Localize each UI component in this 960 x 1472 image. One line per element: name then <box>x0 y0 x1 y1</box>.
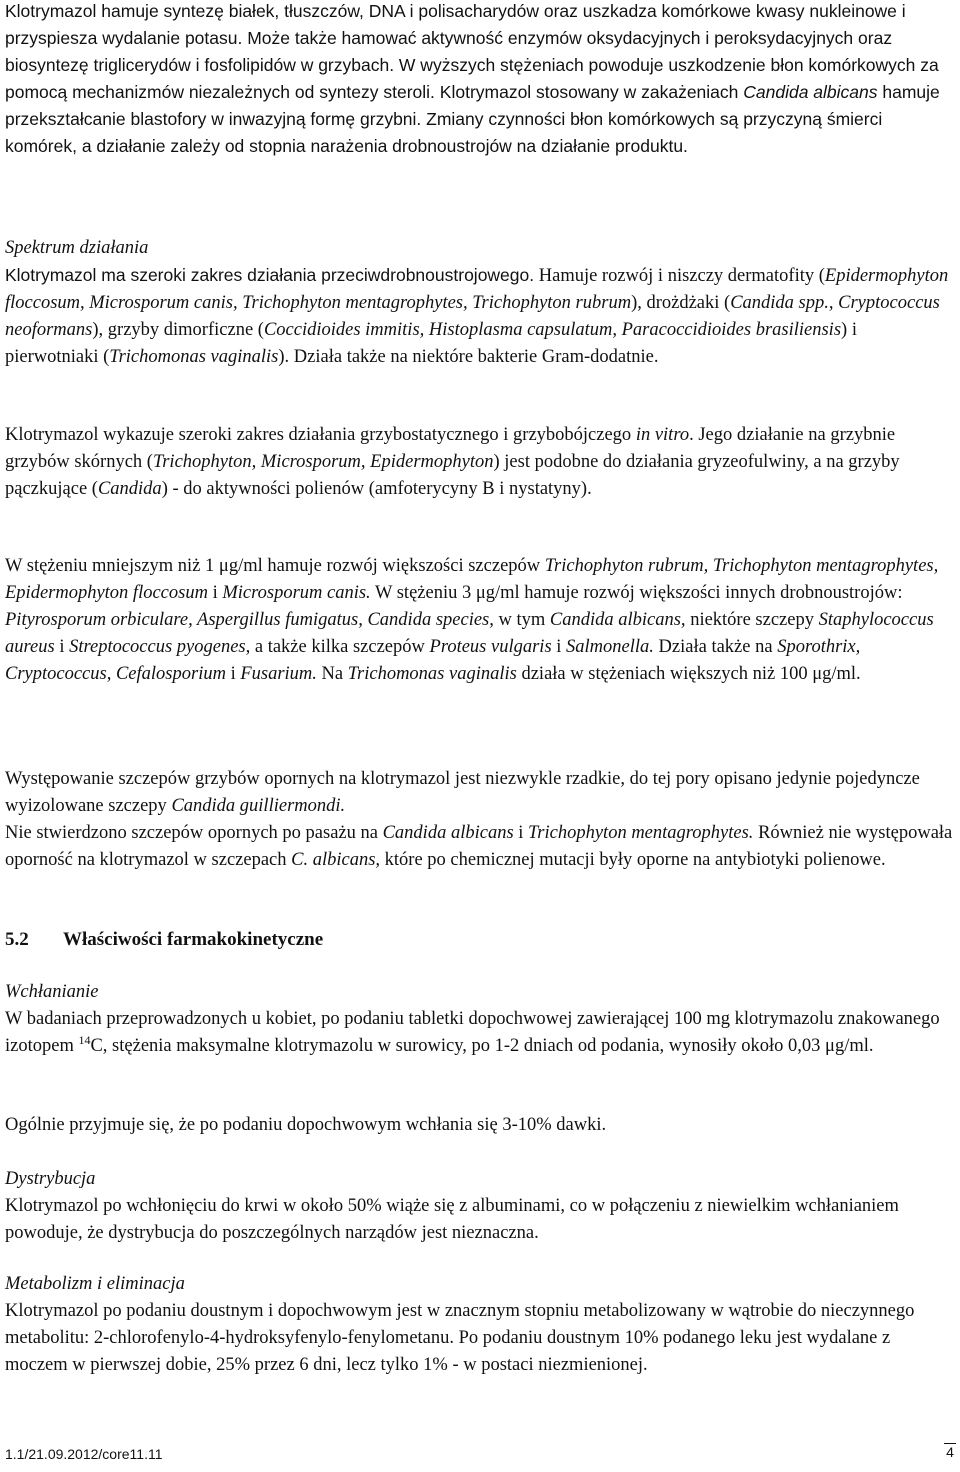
paragraph-wchlanianie: W badaniach przeprowadzonych u kobiet, po podaniu tabletki dopochwowej zawierającej 100 mg klotrymazolu znakowanego izotopem $^{14}$C, stężenia maksymalne klotrymazolu w surowicy, po 1-2 dniach od podania, wynosiły około 0,03 μg/ml. <box>5 1009 940 1056</box>
paragraph-in-vitro: Klotrymazol wykazuje szeroki zakres działania grzybostatycznego i grzybobójczego in vitro. Jego działanie na grzybnie grzybów skórnych (Trichophyton, Microsporum, Epidermophyton) jest podobne do działania gryzeofulwiny, a na grzyby pączkujące (Candida) - do aktywności polienów (amfoterycyny B i nystatyny). <box>5 425 900 499</box>
subheading-spektrum: Spektrum działania <box>5 238 149 258</box>
page-number: 4 <box>944 1443 956 1461</box>
subheading-wchlanianie: Wchłanianie <box>5 982 99 1002</box>
section-title: Właściwości farmakokinetyczne <box>63 929 324 950</box>
section-number: 5.2 <box>5 929 29 950</box>
paragraph-dystrybucja: Klotrymazol po wchłonięciu do krwi w około 50% wiąże się z albuminami, co w połączeniu z niewielkim wchłanianiem powoduje, że dystrybucja do poszczególnych narządów jest nieznaczna. <box>5 1196 899 1243</box>
subheading-metabolizm: Metabolizm i eliminacja <box>5 1274 185 1294</box>
subheading-dystrybucja: Dystrybucja <box>5 1169 96 1189</box>
paragraph-ogolnie: Ogólnie przyjmuje się, że po podaniu dopochwowym wchłania się 3-10% dawki. <box>5 1115 607 1135</box>
section-heading-pharmacokinetics <box>5 926 323 953</box>
paragraph-concentrations: W stężeniu mniejszym niż 1 μg/ml hamuje rozwój większości szczepów Trichophyton rubrum, Trichophyton mentagrophytes, Epidermophyton floccosum i Microsporum canis. W stężeniu 3 μg/ml hamuje rozwój większości innych drobnoustrojów: Pityrosporum orbiculare, Aspergillus fumigatus, Candida species, w tym Candida albicans, niektóre szczepy Staphylococcus aureus i Streptococcus pyogenes, a także kilka szczepów Proteus vulgaris i Salmonella. Działa także na Sporothrix, Cryptococcus, Cefalosporium i Fusarium. Na Trichomonas vaginalis działa w stężeniach większych niż 100 μg/ml. <box>5 556 939 684</box>
paragraph-resistance: Występowanie szczepów grzybów opornych na klotrymazol jest niezwykle rzadkie, do tej pory opisano jedynie pojedyncze wyizolowane szczepy Candida guilliermondi. Nie stwierdzono szczepów opornych po pasażu na Candida albicans i Trichophyton mentagrophytes. Również nie występowała oporność na klotrymazol w szczepach C. albicans, które po chemicznej mutacji były oporne na antybiotyki polienowe. <box>5 769 953 870</box>
paragraph-metabolizm: Klotrymazol po podaniu doustnym i dopochwowym jest w znacznym stopniu metabolizowany w wątrobie do nieczynnego metabolitu: 2-chlorofenylo-4-hydroksyfenylo-fenylometanu. Po podaniu doustnym 10% podanego leku jest wydalane z moczem w pierwszej dobie, 25% przez 6 dni, lecz tylko 1% - w postaci niezmienionej. <box>5 1301 915 1375</box>
paragraph-spektrum: Klotrymazol ma szeroki zakres działania przeciwdrobnoustrojowego. Hamuje rozwój i niszczy dermatofity (Epidermophyton floccosum, Microsporum canis, Trichophyton mentagrophytes, Trichophyton rubrum), drożdżaki (Candida spp., Cryptococcus neoformans), grzyby dimorficzne (Coccidioides immitis, Histoplasma capsulatum, Paracoccidioides brasiliensis) i pierwotniaki (Trichomonas vaginalis). Działa także na niektóre bakterie Gram-dodatnie. <box>5 265 949 367</box>
footer-reference: 1.1/21.09.2012/core11.11 <box>5 1446 163 1462</box>
paragraph-mechanism: Klotrymazol hamuje syntezę białek, tłuszczów, DNA i polisacharydów oraz uszkadza komórkowe kwasy nukleinowe i przyspiesza wydalanie potasu. Może także hamować aktywność enzymów oksydacyjnych i peroksydacyjnych oraz biosyntezę triglicerydów i fosfolipidów w grzybach. W wyższych stężeniach powoduje uszkodzenie błon komórkowych za pomocą mechanizmów niezależnych od syntezy steroli. Klotrymazol stosowany w zakażeniach Candida albicans hamuje przekształcanie blastofory w inwazyjną formę grzybni. Zmiany czynności błon komórkowych są przyczyną śmierci komórek, a działanie zależy od stopnia narażenia drobnoustrojów na działanie produktu. <box>5 1 940 156</box>
